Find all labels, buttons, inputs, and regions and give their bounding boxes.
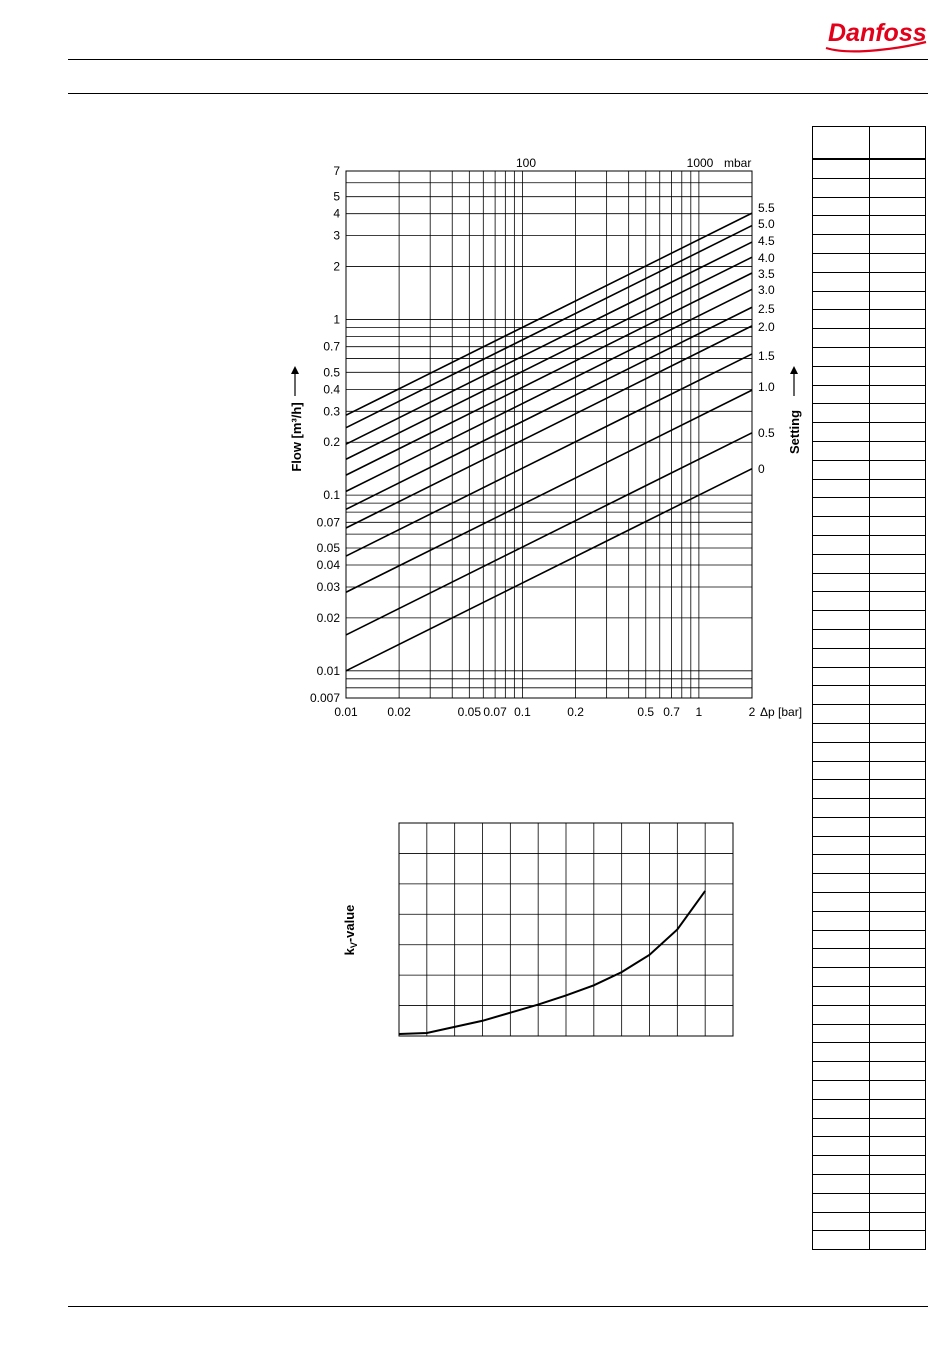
spec-cell [813,310,870,329]
spec-cell [813,159,870,178]
spec-cell [813,667,870,686]
setting-label: 4.0 [758,251,775,265]
spec-cell [869,535,926,554]
x-tick-label: 2 [748,705,756,719]
spec-table-row [813,423,926,442]
spec-cell [869,385,926,404]
spec-header-cell [813,127,870,160]
setting-label: 0 [758,462,765,476]
spec-cell [869,1212,926,1231]
spec-cell [813,874,870,893]
x-axis-label: Δp [bar] [760,705,803,719]
y-tick-label: 0.05 [316,541,340,556]
spec-table-row [813,404,926,423]
spec-table-row [813,517,926,536]
spec-table-row [813,1024,926,1043]
spec-cell [869,1099,926,1118]
spec-table-row [813,686,926,705]
setting-label: 3.5 [758,267,775,281]
spec-cell [813,911,870,930]
spec-table-row [813,742,926,761]
kv-chart-labels [342,905,359,956]
spec-cell [869,592,926,611]
spec-table-row [813,573,926,592]
spec-cell [869,1156,926,1175]
y-tick-label: 3 [333,228,340,243]
kv-series-line [399,891,705,1034]
y-tick-label: 0.3 [323,404,340,419]
setting-label: 1.0 [758,380,775,394]
spec-cell [869,517,926,536]
spec-cell [813,949,870,968]
spec-cell [813,799,870,818]
spec-table-row [813,1193,926,1212]
spec-cell [869,216,926,235]
spec-cell [869,987,926,1006]
spec-cell [869,479,926,498]
setting-label: 2.5 [758,302,775,316]
x-tick-label: 0.1 [514,705,531,719]
spec-cell [869,460,926,479]
spec-cell [869,911,926,930]
spec-cell [813,253,870,272]
spec-cell [813,836,870,855]
spec-table-row [813,329,926,348]
y-tick-label: 0.03 [316,579,340,594]
spec-cell [813,1043,870,1062]
spec-cell [813,460,870,479]
spec-table-row [813,930,926,949]
spec-table-row [813,780,926,799]
spec-cell [869,629,926,648]
spec-table-row [813,629,926,648]
spec-cell [869,272,926,291]
spec-table-row [813,799,926,818]
spec-cell [813,686,870,705]
spec-table [812,126,926,1250]
spec-cell [813,761,870,780]
y-tick-label: 2 [333,259,340,274]
spec-cell [813,1175,870,1194]
spec-cell [869,498,926,517]
spec-cell [813,780,870,799]
spec-cell [813,554,870,573]
spec-cell [869,780,926,799]
spec-cell [869,423,926,442]
y-axis-title: Flow [m³/h] [289,402,304,472]
spec-cell [813,855,870,874]
spec-cell [869,817,926,836]
spec-cell [813,705,870,724]
spec-cell [813,648,870,667]
spec-table-row [813,291,926,310]
spec-cell [813,441,870,460]
y-tick-label: 0.1 [323,488,340,503]
spec-table-row [813,460,926,479]
spec-table-row [813,1043,926,1062]
spec-cell [869,1231,926,1250]
spec-table-row [813,1118,926,1137]
spec-table-row [813,366,926,385]
spec-table-row [813,855,926,874]
spec-cell [813,592,870,611]
spec-table-row [813,441,926,460]
spec-table-row [813,272,926,291]
y-tick-label: 4 [333,206,340,221]
spec-cell [813,366,870,385]
spec-cell [813,517,870,536]
spec-table-row [813,554,926,573]
y-tick-label: 1 [333,312,340,327]
spec-cell [869,1081,926,1100]
setting-label: 4.5 [758,234,775,248]
spec-cell [813,611,870,630]
spec-cell [869,723,926,742]
spec-cell [869,347,926,366]
spec-cell [813,272,870,291]
spec-cell [813,1062,870,1081]
spec-table-row [813,253,926,272]
spec-cell [813,987,870,1006]
spec-cell [869,930,926,949]
spec-cell [869,197,926,216]
spec-cell [813,347,870,366]
y-tick-label: 0.7 [323,339,340,354]
spec-cell [869,949,926,968]
spec-cell [869,441,926,460]
spec-table-row [813,874,926,893]
spec-cell [869,874,926,893]
y-tick-label: 0.5 [323,365,340,380]
spec-cell [869,1175,926,1194]
spec-table-row [813,310,926,329]
spec-cell [813,629,870,648]
spec-cell [869,611,926,630]
spec-cell [813,1099,870,1118]
spec-cell [813,178,870,197]
spec-cell [869,968,926,987]
spec-cell [869,705,926,724]
x-tick-label: 0.01 [334,705,358,719]
top-tick-label: 100 [515,156,537,170]
spec-table-header [813,127,926,160]
x-tick-label: 0.05 [457,705,482,719]
spec-table-row [813,705,926,724]
spec-table-row [813,1081,926,1100]
spec-table-row [813,498,926,517]
spec-table-row [813,197,926,216]
spec-table-row [813,1099,926,1118]
spec-cell [813,893,870,912]
spec-cell [869,1005,926,1024]
spec-cell [869,686,926,705]
x-tick-label: 0.02 [387,705,411,719]
kv-chart-series [399,891,705,1034]
spec-cell [869,366,926,385]
spec-table-row [813,667,926,686]
spec-table-row [813,479,926,498]
spec-cell [869,178,926,197]
spec-table-row [813,911,926,930]
spec-cell [813,1005,870,1024]
spec-cell [813,235,870,254]
setting-label: 1.5 [758,349,775,363]
spec-cell [869,836,926,855]
spec-cell [869,1024,926,1043]
spec-cell [869,1137,926,1156]
spec-table-row [813,1156,926,1175]
footer-rule [68,1306,928,1307]
spec-table-row [813,1212,926,1231]
spec-cell [813,385,870,404]
spec-table-row [813,893,926,912]
svg-text:Danfoss: Danfoss [828,19,927,47]
y-tick-label: 7 [333,164,340,178]
spec-cell [869,1062,926,1081]
spec-cell [869,742,926,761]
spec-table-row [813,723,926,742]
spec-cell [813,291,870,310]
spec-header-cell [869,127,926,160]
spec-cell [869,235,926,254]
setting-axis-title: Setting [787,409,802,455]
spec-cell [869,329,926,348]
spec-cell [813,1212,870,1231]
spec-table-row [813,178,926,197]
spec-cell [813,498,870,517]
x-tick-label: 0.07 [483,705,507,719]
spec-cell [813,742,870,761]
spec-cell [813,535,870,554]
spec-cell [813,1231,870,1250]
top-axis-unit: mbar [724,156,752,170]
spec-table-row [813,968,926,987]
x-tick-label: 1 [695,705,703,719]
y-tick-label: 0.07 [316,515,340,530]
spec-cell [869,291,926,310]
setting-label: 5.0 [758,217,775,231]
spec-table-row [813,949,926,968]
spec-cell [813,1081,870,1100]
spec-table-row [813,987,926,1006]
spec-cell [813,479,870,498]
spec-cell [813,1156,870,1175]
spec-cell [869,667,926,686]
spec-table-row [813,1175,926,1194]
setting-label: 5.5 [758,201,775,215]
spec-cell [813,573,870,592]
spec-table-row [813,159,926,178]
spec-cell [869,761,926,780]
y-tick-label: 0.02 [316,610,340,625]
spec-cell [813,423,870,442]
spec-cell [869,1193,926,1212]
setting-label: 3.0 [758,283,775,297]
y-tick-label: 0.007 [309,691,340,705]
spec-table-row [813,385,926,404]
spec-cell [869,404,926,423]
spec-table-row [813,761,926,780]
spec-cell [869,554,926,573]
top-tick-label: 1000 [686,156,714,170]
spec-cell [813,216,870,235]
spec-cell [813,1137,870,1156]
spec-cell [813,930,870,949]
spec-cell [813,968,870,987]
spec-table-row [813,611,926,630]
spec-table-row [813,1231,926,1250]
spec-table-row [813,836,926,855]
spec-cell [813,1193,870,1212]
spec-cell [813,197,870,216]
spec-cell [869,648,926,667]
y-tick-label: 0.01 [316,663,340,678]
spec-table-row [813,817,926,836]
spec-cell [869,573,926,592]
y-tick-label: 0.2 [323,435,340,450]
spec-cell [869,1043,926,1062]
spec-cell [813,329,870,348]
y-tick-label: 0.04 [316,558,340,573]
x-tick-label: 0.7 [663,705,680,719]
spec-table-row [813,1137,926,1156]
spec-table-row [813,235,926,254]
setting-label: 0.5 [758,426,775,440]
spec-table-row [813,1005,926,1024]
x-tick-label: 0.5 [637,705,655,719]
y-tick-label: 0.4 [323,382,340,397]
spec-cell [813,1118,870,1137]
spec-cell [869,159,926,178]
spec-cell [869,310,926,329]
kv-axis-title: $k_V$-value [342,904,359,956]
spec-table-row [813,216,926,235]
spec-table-row [813,1062,926,1081]
spec-cell [813,723,870,742]
spec-cell [813,1024,870,1043]
spec-cell [869,893,926,912]
spec-table-row [813,535,926,554]
spec-cell [813,404,870,423]
spec-cell [869,253,926,272]
x-tick-label: 0.2 [567,705,584,719]
y-tick-label: 5 [333,189,340,204]
spec-table-row [813,347,926,366]
spec-cell [869,855,926,874]
kv-chart-grid [399,823,733,1036]
spec-table-row [813,592,926,611]
spec-cell [869,1118,926,1137]
spec-table-row [813,648,926,667]
spec-cell [813,817,870,836]
setting-label: 2.0 [758,320,775,334]
spec-cell [869,799,926,818]
